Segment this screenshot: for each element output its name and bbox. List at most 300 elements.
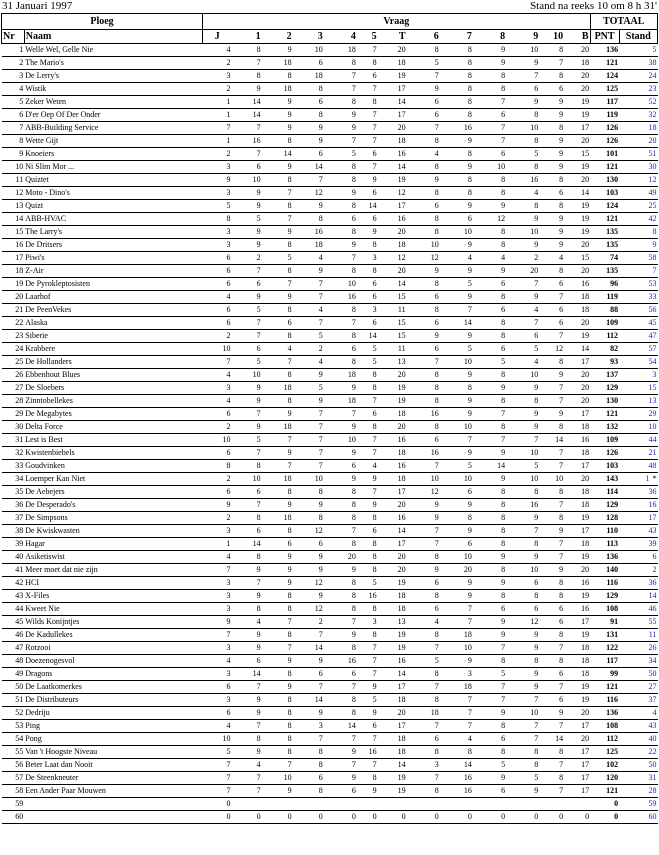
score-cell: 6 (357, 148, 378, 161)
score-cell: 6 (539, 668, 564, 681)
team-name: De PeenVekes (24, 304, 202, 317)
score-cell: 7 (262, 356, 293, 369)
score-cell: 8 (506, 746, 539, 759)
score-cell: 7 (539, 785, 564, 798)
team-name: Kweet Nie (24, 603, 202, 616)
score-cell: 17 (378, 109, 407, 122)
score-cell: 17 (564, 772, 590, 785)
score-cell: 18 (407, 707, 440, 720)
score-cell: 8 (232, 551, 262, 564)
score-cell: 9 (473, 473, 506, 486)
score-cell: 8 (407, 746, 440, 759)
score-cell: 18 (564, 447, 590, 460)
score-cell: 8 (407, 213, 440, 226)
score-cell: 9 (506, 239, 539, 252)
total-points: 117 (590, 655, 619, 668)
score-cell: 14 (262, 148, 293, 161)
score-cell: 9 (506, 551, 539, 564)
ranking-value: 36 (648, 578, 657, 587)
score-cell: 7 (262, 759, 293, 772)
ranking-value: 11 (648, 630, 657, 639)
score-cell: 6 (293, 96, 324, 109)
score-cell: 3 (440, 668, 473, 681)
score-cell: 7 (293, 291, 324, 304)
score-cell: 4 (203, 44, 232, 57)
score-cell: 18 (564, 642, 590, 655)
score-cell: 7 (324, 408, 357, 421)
total-points: 116 (590, 577, 619, 590)
score-cell: 8 (262, 694, 293, 707)
team-number: 7 (2, 122, 25, 135)
score-cell: 8 (407, 551, 440, 564)
score-cell: 2 (203, 421, 232, 434)
ranking-cell (619, 265, 657, 278)
team-name: Dedriju (24, 707, 202, 720)
score-cell: 8 (539, 577, 564, 590)
table-row (2, 746, 658, 759)
ranking-cell (619, 512, 657, 525)
score-cell: 3 (357, 616, 378, 629)
ranking-cell (619, 148, 657, 161)
score-cell: 8 (506, 538, 539, 551)
score-cell: 7 (357, 668, 378, 681)
score-cell: 12 (407, 486, 440, 499)
score-cell: 7 (407, 642, 440, 655)
team-number: 19 (2, 278, 25, 291)
ranking-value: 25 (648, 201, 657, 210)
ranking-value: 9 (652, 240, 657, 249)
score-cell: 9 (324, 382, 357, 395)
score-cell: 6 (203, 681, 232, 694)
score-cell: 6 (440, 213, 473, 226)
score-cell: 9 (232, 239, 262, 252)
score-cell: 8 (262, 668, 293, 681)
score-cell: 11 (378, 343, 407, 356)
score-cell: 8 (324, 161, 357, 174)
score-cell: 14 (473, 460, 506, 473)
score-cell: 12 (407, 252, 440, 265)
score-cell: 7 (324, 317, 357, 330)
score-cell: 8 (539, 486, 564, 499)
round-header: 1 (232, 30, 262, 44)
table-row (2, 356, 658, 369)
score-cell: 8 (539, 421, 564, 434)
table-row (2, 590, 658, 603)
ranking-cell (619, 382, 657, 395)
score-cell: 8 (473, 83, 506, 96)
table-row (2, 564, 658, 577)
score-cell: 9 (506, 291, 539, 304)
team-number: 23 (2, 330, 25, 343)
team-number: 34 (2, 473, 25, 486)
score-cell: 18 (564, 57, 590, 70)
score-cell: 6 (539, 278, 564, 291)
score-cell: 7 (539, 447, 564, 460)
ranking-value: 42 (648, 214, 657, 223)
score-cell: 7 (357, 447, 378, 460)
score-cell: 3 (357, 304, 378, 317)
score-cell: 9 (440, 499, 473, 512)
score-cell: 20 (564, 174, 590, 187)
score-cell: 9 (262, 291, 293, 304)
score-cell: 6 (357, 720, 378, 733)
score-cell: 9 (539, 148, 564, 161)
team-number: 25 (2, 356, 25, 369)
score-cell: 7 (232, 785, 262, 798)
table-row (2, 187, 658, 200)
score-cell: 17 (564, 408, 590, 421)
score-cell: 20 (378, 421, 407, 434)
score-cell: 10 (293, 473, 324, 486)
total-points: 121 (590, 161, 619, 174)
score-cell: 5 (440, 343, 473, 356)
total-points: 113 (590, 538, 619, 551)
total-points: 112 (590, 330, 619, 343)
team-number: 38 (2, 525, 25, 538)
score-cell (506, 798, 539, 811)
score-cell: 14 (357, 200, 378, 213)
score-cell: 7 (440, 694, 473, 707)
score-cell: 4 (357, 460, 378, 473)
score-cell (232, 798, 262, 811)
total-points: 122 (590, 642, 619, 655)
score-cell: 18 (293, 70, 324, 83)
score-cell: 9 (440, 200, 473, 213)
ranking-value: 7 (652, 266, 657, 275)
score-cell (357, 798, 378, 811)
score-cell: 8 (324, 304, 357, 317)
team-number: 36 (2, 499, 25, 512)
total-points: 132 (590, 421, 619, 434)
score-cell: 7 (262, 278, 293, 291)
score-cell: 8 (473, 395, 506, 408)
score-cell: 2 (203, 57, 232, 70)
score-cell: 14 (378, 96, 407, 109)
team-number: 42 (2, 577, 25, 590)
score-cell: 20 (378, 707, 407, 720)
ranking-value: 56 (648, 305, 657, 314)
score-cell: 8 (539, 356, 564, 369)
score-cell: 6 (357, 278, 378, 291)
score-cell: 9 (473, 57, 506, 70)
score-cell: 6 (357, 187, 378, 200)
table-row (2, 421, 658, 434)
score-cell: 8 (324, 96, 357, 109)
round-header: 6 (407, 30, 440, 44)
total-points: 129 (590, 590, 619, 603)
ranking-cell (619, 694, 657, 707)
score-cell: 8 (293, 512, 324, 525)
score-cell: 8 (473, 746, 506, 759)
team-number: 46 (2, 629, 25, 642)
score-cell: 7 (262, 213, 293, 226)
score-cell: 19 (564, 512, 590, 525)
team-number: 55 (2, 746, 25, 759)
table-row (2, 265, 658, 278)
team-name (24, 798, 202, 811)
score-cell: 3 (293, 720, 324, 733)
ranking-cell (619, 83, 657, 96)
team-number: 37 (2, 512, 25, 525)
score-cell: 8 (440, 746, 473, 759)
score-cell: 16 (378, 655, 407, 668)
ranking-value: 26 (648, 643, 657, 652)
score-cell: 7 (293, 317, 324, 330)
score-cell: 12 (293, 577, 324, 590)
score-cell: 3 (203, 694, 232, 707)
score-cell: 8 (473, 187, 506, 200)
score-cell: 7 (262, 187, 293, 200)
score-cell: 6 (539, 187, 564, 200)
score-cell: 4 (262, 343, 293, 356)
score-cell: 0 (324, 811, 357, 824)
score-cell: 9 (232, 382, 262, 395)
score-cell: 6 (407, 577, 440, 590)
score-cell: 18 (440, 629, 473, 642)
score-cell: 6 (203, 486, 232, 499)
ranking-value: 18 (648, 123, 657, 132)
score-cell: 6 (506, 83, 539, 96)
ranking-cell (619, 252, 657, 265)
score-cell: 5 (293, 330, 324, 343)
table-row (2, 707, 658, 720)
table-row (2, 317, 658, 330)
score-cell: 2 (232, 252, 262, 265)
team-name: De Steenkneuter (24, 772, 202, 785)
score-cell: 6 (232, 161, 262, 174)
score-cell: 9 (293, 395, 324, 408)
team-number: 8 (2, 135, 25, 148)
total-points: 103 (590, 460, 619, 473)
total-points: 74 (590, 252, 619, 265)
score-cell: 6 (324, 343, 357, 356)
ranking-value: 50 (648, 669, 657, 678)
score-cell: 7 (473, 642, 506, 655)
ranking-cell (619, 70, 657, 83)
ranking-cell (619, 356, 657, 369)
score-cell: 8 (506, 590, 539, 603)
score-cell: 8 (407, 395, 440, 408)
total-points: 125 (590, 746, 619, 759)
score-cell: 8 (506, 161, 539, 174)
score-cell: 17 (564, 720, 590, 733)
score-cell: 8 (324, 174, 357, 187)
ranking-cell (619, 343, 657, 356)
score-cell: 8 (262, 70, 293, 83)
table-row (2, 460, 658, 473)
score-cell: 7 (473, 96, 506, 109)
score-cell: 9 (262, 499, 293, 512)
team-number: 10 (2, 161, 25, 174)
ranking-value: 38 (648, 58, 657, 67)
table-row (2, 759, 658, 772)
score-cell: 6 (203, 317, 232, 330)
score-cell: 7 (473, 408, 506, 421)
score-cell: 18 (324, 44, 357, 57)
table-row (2, 213, 658, 226)
score-cell: 6 (440, 486, 473, 499)
team-number: 6 (2, 109, 25, 122)
total-points: 124 (590, 70, 619, 83)
score-cell: 8 (357, 603, 378, 616)
score-cell: 20 (440, 564, 473, 577)
score-cell: 4 (232, 616, 262, 629)
score-cell (539, 798, 564, 811)
score-cell: 8 (440, 187, 473, 200)
round-header: 5 (357, 30, 378, 44)
score-cell: 8 (262, 603, 293, 616)
total-points: 129 (590, 382, 619, 395)
score-cell: 5 (440, 278, 473, 291)
score-cell: 7 (262, 460, 293, 473)
score-cell: 9 (262, 408, 293, 421)
team-name: De Simpsons (24, 512, 202, 525)
score-cell: 7 (539, 551, 564, 564)
ranking-cell (619, 551, 657, 564)
score-cell: 9 (203, 499, 232, 512)
team-name: De Aebejers (24, 486, 202, 499)
score-cell: 6 (539, 317, 564, 330)
score-cell: 18 (378, 239, 407, 252)
score-cell: 7 (440, 616, 473, 629)
table-row (2, 304, 658, 317)
total-points: 130 (590, 395, 619, 408)
score-cell: 6 (407, 291, 440, 304)
score-cell: 5 (407, 655, 440, 668)
score-cell: 9 (506, 785, 539, 798)
score-cell: 17 (378, 720, 407, 733)
team-name: Een Ander Paar Mouwen (24, 785, 202, 798)
ranking-value: 30 (648, 162, 657, 171)
score-cell: 9 (440, 590, 473, 603)
ranking-value: 6 (652, 552, 657, 561)
score-cell: 14 (324, 720, 357, 733)
score-cell: 18 (262, 473, 293, 486)
score-cell: 8 (506, 759, 539, 772)
total-points: 99 (590, 668, 619, 681)
score-cell: 20 (378, 44, 407, 57)
ranking-cell (619, 317, 657, 330)
score-cell: 1 (203, 96, 232, 109)
round-header: T (378, 30, 407, 44)
score-cell: 9 (357, 499, 378, 512)
score-cell: 9 (506, 668, 539, 681)
score-cell: 5 (232, 434, 262, 447)
score-cell: 0 (232, 811, 262, 824)
score-cell: 8 (407, 161, 440, 174)
score-cell: 7 (232, 772, 262, 785)
score-cell: 5 (232, 356, 262, 369)
score-cell: 5 (232, 304, 262, 317)
score-cell: 0 (357, 811, 378, 824)
score-cell: 8 (539, 44, 564, 57)
score-cell: 9 (506, 213, 539, 226)
score-cell: 9 (440, 447, 473, 460)
team-name: Goudvinken (24, 460, 202, 473)
score-cell: 8 (262, 590, 293, 603)
score-cell: 9 (324, 421, 357, 434)
score-cell: 9 (506, 408, 539, 421)
team-number: 53 (2, 720, 25, 733)
ranking-cell (619, 564, 657, 577)
score-cell: 7 (262, 434, 293, 447)
score-cell: 9 (293, 590, 324, 603)
score-cell: 9 (539, 135, 564, 148)
score-cell: 7 (357, 759, 378, 772)
score-cell: 7 (506, 733, 539, 746)
score-cell: 16 (378, 434, 407, 447)
score-cell: 9 (324, 746, 357, 759)
total-points: 121 (590, 785, 619, 798)
score-cell: 9 (440, 369, 473, 382)
total-points: 128 (590, 512, 619, 525)
team-name: Asiketiswist (24, 551, 202, 564)
score-cell: 8 (324, 226, 357, 239)
score-cell: 8 (357, 551, 378, 564)
total-points: 131 (590, 629, 619, 642)
score-cell: 9 (539, 408, 564, 421)
team-name: The Mario's (24, 57, 202, 70)
score-cell: 10 (293, 44, 324, 57)
score-cell: 14 (440, 317, 473, 330)
score-cell: 10 (473, 161, 506, 174)
score-cell: 9 (262, 226, 293, 239)
score-cell: 7 (293, 421, 324, 434)
score-cell: 9 (324, 629, 357, 642)
total-points: 109 (590, 317, 619, 330)
score-cell: 9 (539, 707, 564, 720)
ranking-value: 48 (648, 461, 657, 470)
team-name: Ebbenhout Blues (24, 369, 202, 382)
team-name: De Sloebers (24, 382, 202, 395)
ranking-cell (619, 447, 657, 460)
total-points: 124 (590, 200, 619, 213)
score-cell: 7 (440, 304, 473, 317)
ranking-cell (619, 811, 657, 824)
table-row (2, 148, 658, 161)
score-cell: 4 (232, 759, 262, 772)
ranking-cell (619, 239, 657, 252)
ranking-value: 15 (648, 383, 657, 392)
team-number: 44 (2, 603, 25, 616)
score-cell: 20 (378, 551, 407, 564)
score-cell: 8 (473, 317, 506, 330)
score-cell: 8 (262, 486, 293, 499)
score-cell: 9 (357, 707, 378, 720)
score-cell: 19 (378, 382, 407, 395)
team-number: 51 (2, 694, 25, 707)
score-cell: 8 (473, 525, 506, 538)
total-points: 137 (590, 369, 619, 382)
total-points: 119 (590, 291, 619, 304)
score-cell: 19 (378, 642, 407, 655)
team-name: De Hollanders (24, 356, 202, 369)
team-name: Ni Slim Mor ... (24, 161, 202, 174)
score-cell: 9 (232, 642, 262, 655)
score-cell: 7 (232, 447, 262, 460)
score-cell: 8 (324, 356, 357, 369)
score-cell: 16 (440, 122, 473, 135)
score-cell: 9 (203, 616, 232, 629)
score-cell: 8 (324, 694, 357, 707)
score-cell: 9 (506, 512, 539, 525)
table-row (2, 330, 658, 343)
table-row (2, 161, 658, 174)
score-cell: 20 (564, 265, 590, 278)
score-cell: 7 (539, 330, 564, 343)
team-name: Delta Force (24, 421, 202, 434)
score-cell: 8 (262, 395, 293, 408)
